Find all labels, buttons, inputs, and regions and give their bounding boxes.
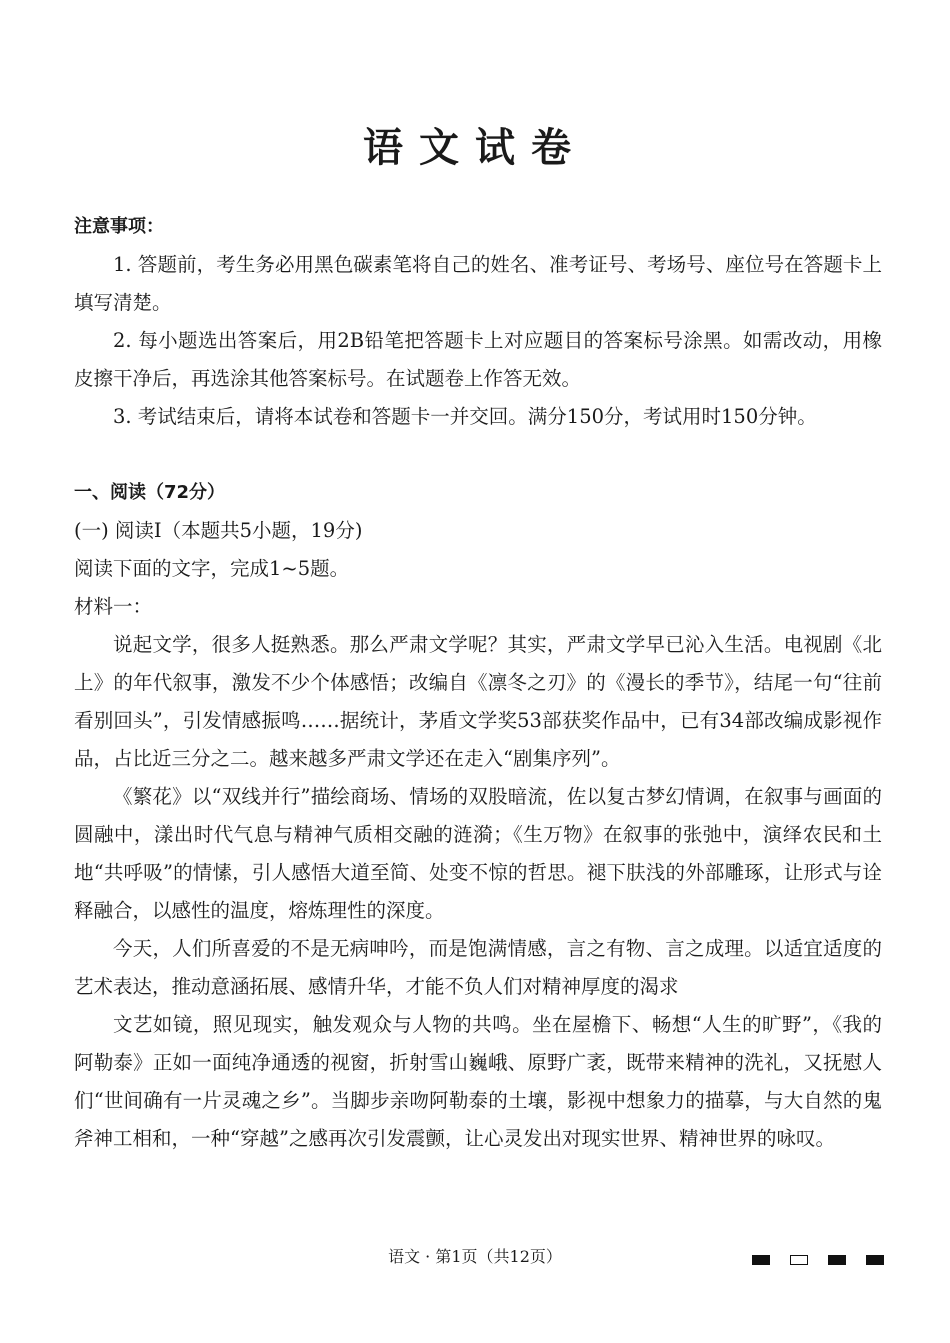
material-paragraph: 文艺如镜，照见现实，触发观众与人物的共鸣。坐在屋檐下、畅想“人生的旷野”，《我的阿勒泰》正如一面纯净通透的视窗，折射雪山巍峨、原野广袤，既带来精神的洗礼，又抚慰人们“世间确有一片灵魂之乡”。当脚步亲吻阿勒泰的土壤，影视中想象力的描摹，与大自然的鬼斧神工相和，一种“穿越”之感再次引发震颤，让心灵发出对现实世界、精神世界的咏叹。: [74, 1013, 882, 1150]
notice-item: 2. 每小题选出答案后，用2B铅笔把答题卡上对应题目的答案标号涂黑。如需改动，用橡皮擦干净后，再选涂其他答案标号。在试题卷上作答无效。: [74, 329, 882, 390]
notice-item: 1. 答题前，考生务必用黑色碳素笔将自己的姓名、准考证号、考场号、座位号在答题卡上填写清楚。: [74, 253, 882, 314]
material-paragraph: 今天，人们所喜爱的不是无病呻吟，而是饱满情感，言之有物、言之成理。以适宜适度的艺术表达，推动意涵拓展、感情升华，才能不负人们对精神厚度的渴求: [74, 937, 882, 998]
section-heading: 一、阅读（72分）: [74, 482, 226, 503]
spacer: [74, 436, 882, 474]
scan-mark: [866, 1255, 884, 1265]
scan-mark: [828, 1255, 846, 1265]
section-subheading: (一) 阅读Ⅰ（本题共5小题，19分): [74, 519, 363, 542]
page-title: 语文试卷: [363, 124, 587, 171]
material-label: 材料一：: [74, 595, 153, 618]
material-paragraph: 说起文学，很多人挺熟悉。那么严肃文学呢？其实，严肃文学早已沁入生活。电视剧《北上》的年代叙事，激发不少个体感悟；改编自《凛冬之刃》的《漫长的季节》，结尾一句“往前看别回头”，引发情感振鸣……据统计，茅盾文学奖53部获奖作品中，已有34部改编成影视作品，占比近三分之二。越来越多严肃文学还在走入“剧集序列”。: [74, 633, 882, 770]
page-footer: 语文 · 第1页（共12页）: [388, 1247, 562, 1266]
scan-mark-hollow: [790, 1255, 808, 1265]
notice-item: 3. 考试结束后，请将本试卷和答题卡一并交回。满分150分，考试用时150分钟。: [113, 405, 817, 428]
scan-mark: [752, 1255, 770, 1265]
exam-content: [74, 208, 882, 1158]
section-instruction: 阅读下面的文字，完成1~5题。: [74, 557, 350, 580]
notice-heading: 注意事项：: [74, 216, 164, 237]
material-paragraph: 《繁花》以“双线并行”描绘商场、情场的双股暗流，佐以复古梦幻情调，在叙事与画面的圆融中，漾出时代气息与精神气质相交融的涟漪；《生万物》在叙事的张弛中，演绎农民和土地“共呼吸”的情愫，引人感悟大道至简、处变不惊的哲思。褪下肤浅的外部雕琢，让形式与诠释融合，以感性的温度，熔炼理性的深度。: [74, 785, 882, 922]
scan-marks: [752, 1253, 884, 1267]
